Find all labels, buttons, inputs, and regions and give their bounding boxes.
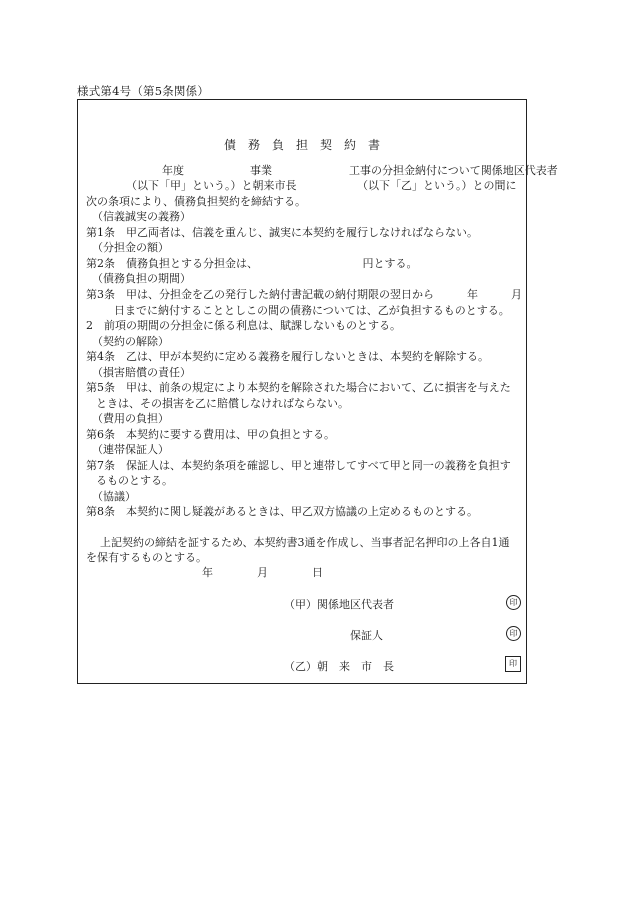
closing-line: 上記契約の締結を証するため、本契約書3通を作成し、当事者記名押印の上各自1通: [100, 536, 510, 549]
article-line: 第7条 保証人は、本契約条項を確認し、甲と連帯してすべて甲と同一の義務を負担す: [86, 459, 511, 472]
seal-round-icon: 印: [506, 626, 521, 641]
closing-line: を保有するものとする。: [86, 551, 207, 564]
article-heading: （契約の解除）: [92, 335, 169, 348]
article-heading: （債務負担の期間）: [92, 272, 191, 285]
signatory-guarantor-label: 保証人: [350, 629, 383, 642]
article-line: 第2条 債務負担とする分担金は、 円とする。: [86, 257, 418, 270]
form-reference: 様式第4号（第5条関係）: [77, 84, 210, 98]
article-heading: （分担金の額）: [92, 241, 169, 254]
article-line: 第1条 甲乙両者は、信義を重んじ、誠実に本契約を履行しなければならない。: [86, 226, 478, 239]
signatory-representative-label: （甲）関係地区代表者: [284, 598, 394, 611]
article-heading: （連帯保証人）: [92, 443, 169, 456]
intro-line: 年度 事業 工事の分担金納付について関係地区代表者: [162, 164, 558, 177]
article-line: 第8条 本契約に関し疑義があるときは、甲乙双方協議の上定めるものとする。: [86, 505, 478, 518]
intro-line: （以下「甲」という。）と朝来市長 （以下「乙」という。）との間に: [126, 179, 517, 192]
article-heading: （信義誠実の義務）: [92, 210, 191, 223]
article-heading: （損害賠償の責任）: [92, 366, 191, 379]
article-line: 第3条 甲は、分担金を乙の発行した納付書記載の納付期限の翌日から 年 月: [86, 288, 522, 301]
contract-frame: [77, 99, 558, 684]
signatory-mayor-label: （乙）朝 来 市 長: [284, 660, 394, 673]
article-line: 第6条 本契約に要する費用は、甲の負担とする。: [86, 428, 335, 441]
article-line: るものとする。: [96, 474, 173, 487]
date-line: 年 月 日: [202, 566, 323, 579]
article-line: 2 前項の期間の分担金に係る利息は、賦課しないものとする。: [86, 319, 401, 332]
article-line: ときは、その損害を乙に賠償しなければならない。: [96, 397, 349, 410]
intro-line: 次の条項により、債務負担契約を締結する。: [86, 195, 306, 208]
seal-square-icon: 印: [505, 656, 521, 672]
document-title: 債 務 負 担 契 約 書: [223, 138, 380, 152]
article-heading: （費用の負担）: [92, 412, 169, 425]
article-line: 第4条 乙は、甲が本契約に定める義務を履行しないときは、本契約を解除する。: [86, 350, 489, 363]
article-heading: （協議）: [92, 490, 136, 503]
seal-round-icon: 印: [506, 595, 521, 610]
article-line: 第5条 甲は、前条の規定により本契約を解除された場合において、乙に損害を与えた: [86, 381, 511, 394]
article-line: 日までに納付することとしこの間の債務については、乙が負担するものとする。: [114, 304, 510, 317]
